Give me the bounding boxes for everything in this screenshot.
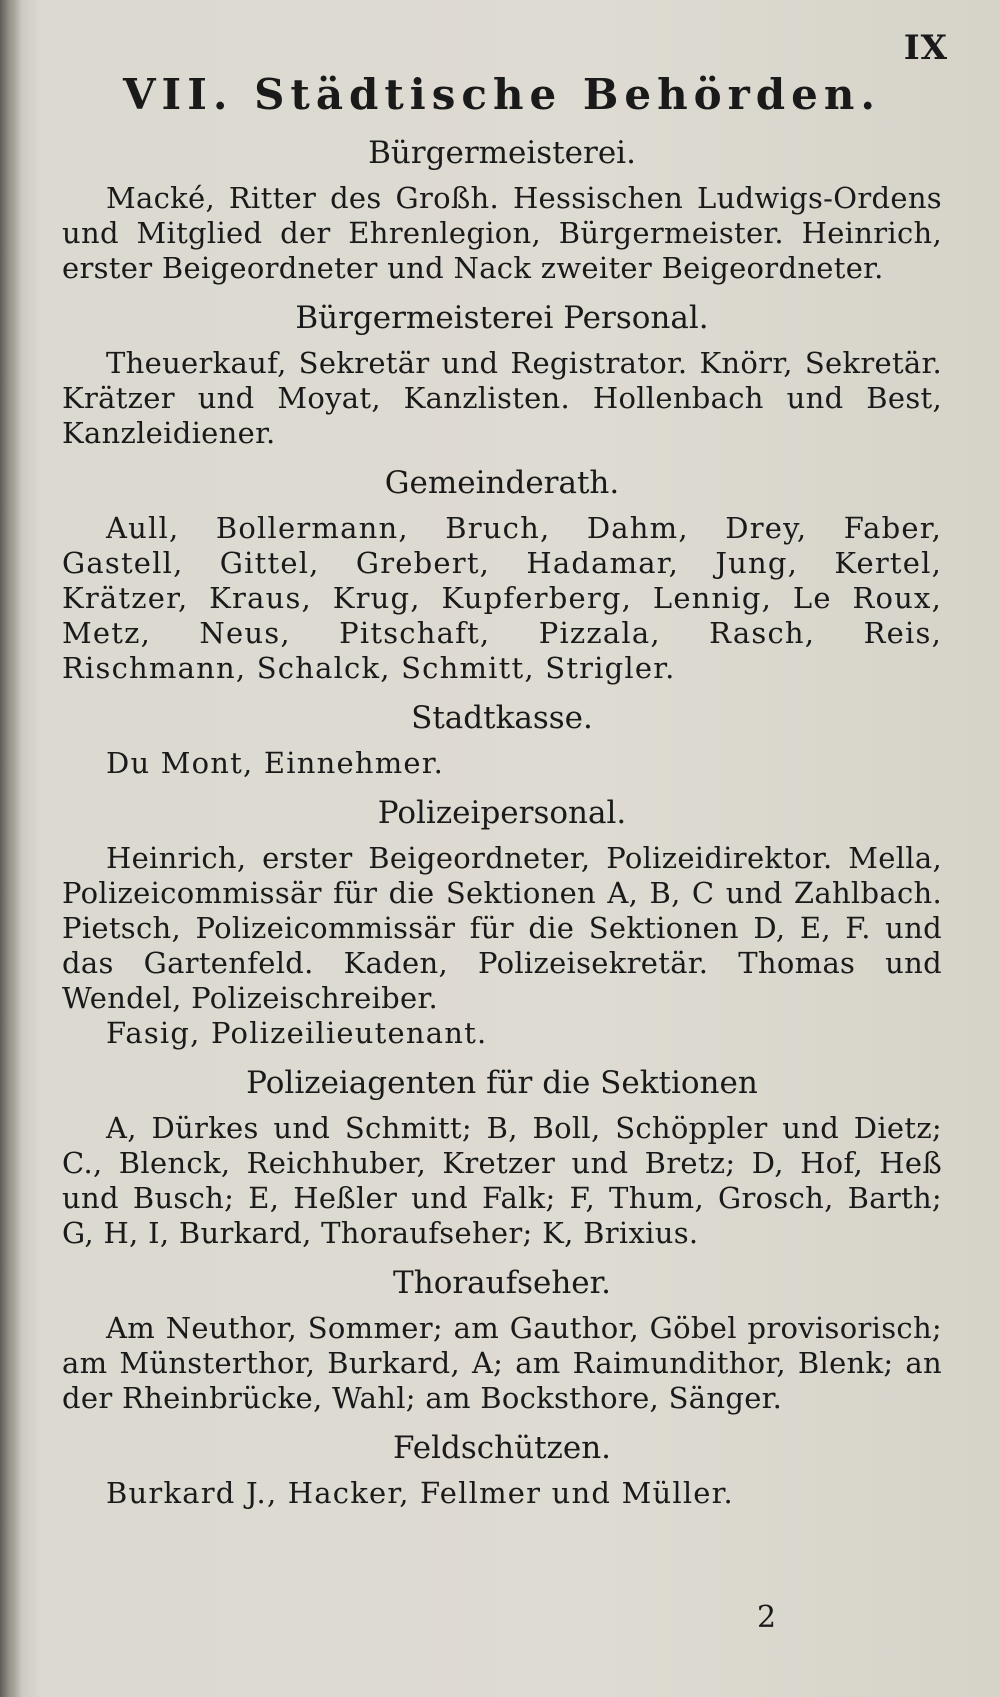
- section-heading-polizeiagenten: Polizeiagenten für die Sektionen: [246, 1065, 758, 1101]
- page-fold-shadow: [0, 0, 22, 1697]
- page-content: [62, 70, 942, 1511]
- section-text-polizeiagenten: A, Dürkes und Schmitt; B, Boll, Schöppler und Dietz; C., Blenck, Reichhuber, Kretzer und Bretz; D, Hof, Heß und Busch; E, Heßler und Falk; F, Thum, Grosch, Barth; G, H, I, Burkard, Thoraufseher; K, Brixius.: [62, 1111, 942, 1250]
- section-text-buergermeisterei: Macké, Ritter des Großh. Hessischen Ludwigs-Ordens und Mitglied der Ehrenlegion, Bürgermeister. Heinrich, erster Beigeordneter und Nack zweiter Beigeordneter.: [62, 181, 942, 285]
- section-heading-gemeinderath: Gemeinderath.: [384, 465, 620, 501]
- page-number-top: IX: [903, 28, 948, 68]
- section-heading-stadtkasse: Stadtkasse.: [411, 700, 593, 736]
- section-text-thoraufseher: Am Neuthor, Sommer; am Gauthor, Göbel provisorisch; am Münsterthor, Burkard, A; am Raimundithor, Blenk; an der Rheinbrücke, Wahl; am Bocksthore, Sänger.: [62, 1311, 942, 1415]
- section-heading-polizeipersonal: Polizeipersonal.: [377, 795, 627, 831]
- signature-mark: 2: [757, 1600, 777, 1635]
- section-text-feldschuetzen: Burkard J., Hacker, Fellmer und Müller.: [106, 1476, 734, 1510]
- section-text-personal: Theuerkauf, Sekretär und Registrator. Knörr, Sekretär. Krätzer und Moyat, Kanzlisten. Hollenbach und Best, Kanzleidiener.: [62, 346, 942, 450]
- section-text-polizeilieutenant: Fasig, Polizeilieutenant.: [106, 1016, 488, 1050]
- section-text-polizeipersonal: Heinrich, erster Beigeordneter, Polizeidirektor. Mella, Polizeicommissär für die Sektionen A, B, C und Zahlbach. Pietsch, Polizeicommissär für die Sektionen D, E, F. und das Gartenfeld. Kaden, Polizeisekretär. Thomas und Wendel, Polizeischreiber.: [62, 841, 942, 1015]
- section-heading-thoraufseher: Thoraufseher.: [393, 1265, 611, 1301]
- section-text-stadtkasse: Du Mont, Einnehmer.: [106, 746, 445, 780]
- section-text-gemeinderath: Aull, Bollermann, Bruch, Dahm, Drey, Faber, Gastell, Gittel, Grebert, Hadamar, Jung, Kertel, Krätzer, Kraus, Krug, Kupferberg, Lennig, Le Roux, Metz, Neus, Pitschaft, Pizzala, Rasch, Reis, Rischmann, Schalck, Schmitt, Strigler.: [62, 511, 942, 685]
- section-heading-buergermeisterei: Bürgermeisterei.: [368, 135, 636, 171]
- chapter-title: VII. Städtische Behörden.: [122, 70, 882, 119]
- section-heading-personal: Bürgermeisterei Personal.: [295, 300, 709, 336]
- section-heading-feldschuetzen: Feldschützen.: [392, 1430, 612, 1466]
